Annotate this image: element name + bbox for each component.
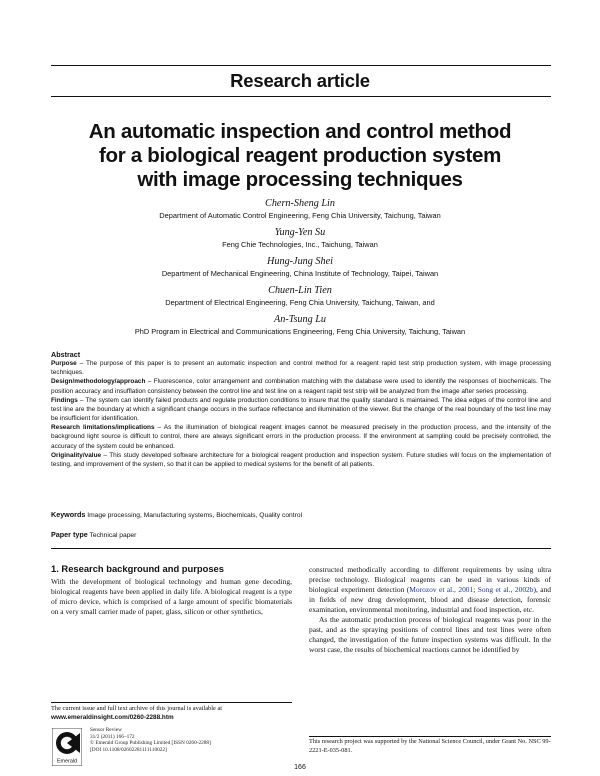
abstract-label: Findings — [51, 396, 78, 404]
footnote-rule — [309, 736, 551, 737]
journal-copyright: © Emerald Group Publishing Limited [ISSN 0260-2288] — [90, 740, 211, 747]
abstract-label: Research limitations/implications — [51, 424, 155, 432]
keywords — [51, 510, 551, 519]
section-label: Research article — [230, 70, 370, 91]
logo-wordmark: Emerald — [56, 758, 78, 765]
author-affiliation: Department of Mechanical Engineering, China Institute of Technology, Taipei, Taiwan — [161, 269, 439, 278]
article-title — [40, 120, 560, 192]
author-affiliation: Department of Electrical Engineering, Feng Chia University, Taichung, Taiwan, and — [165, 298, 435, 307]
abstract-heading: Abstract — [51, 350, 81, 359]
abstract-label: Originality/value — [51, 451, 102, 459]
citation-link[interactable]: Song et al., 2002b — [477, 585, 534, 595]
author-name: Hung-Jung Shei — [267, 256, 333, 267]
abstract-findings — [51, 396, 551, 423]
journal-name: Sensor Review — [90, 727, 122, 733]
abstract-limitations — [51, 423, 551, 450]
body-column-right — [309, 565, 551, 655]
title-line: with image processing techniques — [137, 168, 463, 191]
abstract-label: Design/methodology/approach — [51, 378, 146, 386]
journal-doi: [DOI 10.1108/02602281111110022] — [90, 746, 167, 753]
keywords-text: Image processing, Manufacturing systems, Biochemicals, Quality control — [87, 512, 303, 519]
access-text: The current issue and full text archive of this journal is available at — [51, 705, 223, 712]
author-affiliation: PhD Program in Electrical and Communications Engineering, Feng Chia University, Taichung, Taiwan — [134, 327, 466, 336]
abstract-text: – The purpose of this paper is to present an automatic inspection and control method for a reagent rapid test strip production system, with image processing techniques. — [51, 360, 551, 377]
author-affiliation: Department of Automatic Control Engineering, Feng Chia University, Taichung, Taiwan — [159, 211, 441, 220]
header-rule-bottom — [51, 96, 551, 97]
emerald-logo-icon — [52, 728, 82, 766]
section-heading: 1. Research background and purposes — [51, 563, 224, 574]
section-divider — [51, 548, 551, 549]
abstract-text: – The system can identify failed products and regulate production conditions to insure that the quality standard is maintained. The idea edges of the control line and test line are the boundary at which a significant change occurs in the surface reflectance and illumination of the viewer. But the change of the real boundary of the test line may be insufficient for identification. — [51, 396, 551, 423]
journal-info — [90, 727, 211, 753]
citation-link[interactable]: Morozov et al., 2001 — [409, 585, 474, 595]
header-rule — [51, 65, 551, 66]
abstract-text: – Fluorescence, color arrangement and combination matching with the database were used to identify the responses of biochemicals. The position accuracy and insufflation consistency between the control line and test line on a reagent rapid test strip will be analyzed from the image after series processing. — [51, 378, 551, 395]
abstract — [51, 350, 551, 469]
journal-access-note — [51, 704, 296, 722]
abstract-label: Purpose — [51, 360, 77, 368]
author-affiliation: Feng Chie Technologies, Inc., Taichung, Taiwan — [222, 240, 378, 249]
paper-type-label: Paper type — [51, 530, 88, 539]
page-number: 166 — [294, 764, 306, 771]
abstract-text: – This study developed software architecture for a biological reagent production and inspection system. Future studies will focus on the implementation of testing, and improvement of the system, so that it can be applied to medical systems for the benefit of all patients. — [51, 451, 551, 468]
author-name: Chuen-Lin Tien — [268, 285, 332, 296]
keywords-label: Keywords — [51, 510, 86, 519]
body-paragraph: With the development of biological technology and human gene decoding, biological reagents have been applied in daily life. A biological reagent is a type of micro device, which is comprised of a large amount of specific biomaterials on a very small carrier made of paper, glass, silicon or other synthetics, — [51, 577, 292, 617]
body-paragraph — [309, 565, 551, 615]
author-name: Chern-Sheng Lin — [265, 198, 335, 209]
author-name: An-Tsung Lu — [274, 314, 326, 325]
abstract-purpose — [51, 359, 551, 377]
body-column-left — [51, 577, 292, 617]
title-line: An automatic inspection and control method — [88, 120, 512, 143]
footnote-rule — [51, 702, 292, 703]
body-text: constructed methodically according to different requirements by using ultra precise technology. Biological reagents can be used in various kinds of biological experiment detection ( — [309, 565, 551, 595]
journal-volume: 31/2 (2011) 166–172 — [90, 733, 135, 740]
abstract-design — [51, 377, 551, 395]
journal-url[interactable]: www.emeraldinsight.com/0260-2288.htm — [51, 714, 174, 721]
abstract-text: – As the illumination of biological reagent images cannot be measured precisely in the production process, and the intensity of the background light source is difficult to control, there are always significant errors in the production process. If the environment at sampling could be precisely controlled, the accuracy of the system could be enhanced. — [51, 424, 551, 450]
author-list — [40, 197, 560, 342]
body-paragraph: As the automatic production process of biological reagents was poor in the past, and as the spraying positions of control lines and test lines were often changed, the investigation of the future inspection systems was difficult. In the worst case, the results of biochemical reactions cannot be identified by — [309, 615, 551, 655]
paper-type-text: Technical paper — [89, 532, 137, 539]
author-name: Yung-Yen Su — [274, 227, 326, 238]
body-text: ), and in fields of new drug development, blood and disease detection, forensic examination, environmental monitoring, industrial and food inspection, etc. — [309, 585, 552, 615]
title-line: for a biological reagent production system — [98, 144, 502, 167]
funding-note: This research project was supported by the National Science Council, under Grant No. NSC 99-2221-E-035-081. — [309, 738, 551, 754]
paper-type — [51, 530, 551, 539]
abstract-originality — [51, 451, 551, 469]
body-text: ; — [473, 585, 478, 595]
